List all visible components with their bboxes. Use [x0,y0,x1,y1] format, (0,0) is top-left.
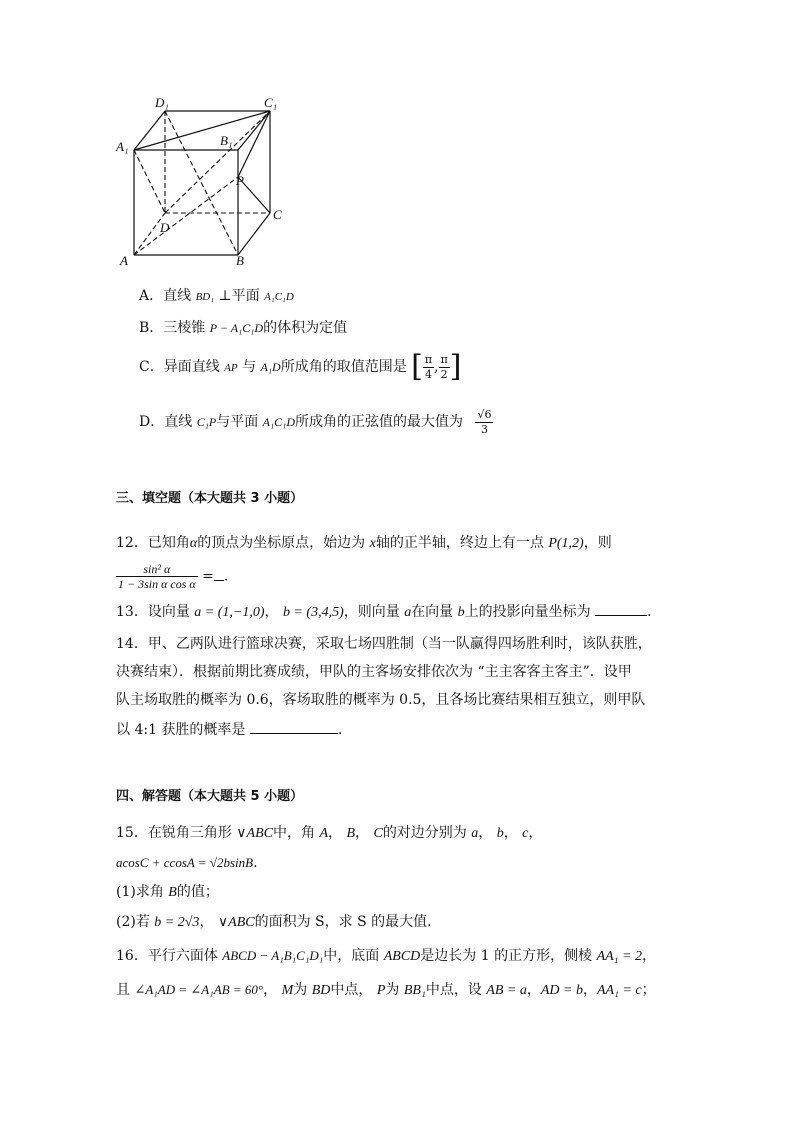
q15-part2-triangle: ∨ABC [217,915,255,930]
max-sine-den: 3 [480,422,488,436]
q16-text-j: 中点，设 [425,982,482,998]
q12-numerator: sin² α [116,562,198,577]
q16-vector-ad: AD = b [540,983,583,998]
q15-part2-comma: ， [199,914,214,930]
question-14-line4 [116,719,342,740]
option-c-math1: AP [224,362,238,374]
q16-edge: AA₁ = 2 [596,949,642,964]
q16-base: ABCD [383,949,421,964]
option-c-math2: A₁D [260,360,281,374]
label-D: D [160,220,170,235]
q15-part2-text-c: 的面积为 S，求 S 的最大值． [254,914,442,930]
q12-text-d: ，则 [583,535,612,551]
q12-end: . [223,568,229,585]
question-13 [116,601,652,623]
option-b [139,318,347,338]
q15-text-b: 中，角 [272,825,315,841]
q15-sep: ， [478,825,493,841]
label-C: C [273,207,282,222]
q13-comma: ， [264,604,279,620]
option-b-math: P − A₁C₁D [209,321,264,335]
q16-text-f: ， [263,982,278,998]
q12-answer-blank[interactable] [214,566,224,581]
q14-answer-blank[interactable] [250,719,338,734]
option-d-suffix: 所成角的正弦值的最大值为 [295,414,463,430]
q16-end: ； [641,982,656,998]
q15-part2-eq: b = 2√3 [154,915,200,930]
question-15-equation [116,853,258,873]
option-d-math1: C₁P [196,415,217,429]
q15-equation: acosC + ccosA = √2bsinB [116,855,254,870]
question-16-line1 [116,946,656,967]
label-B1: B₁ [220,133,233,148]
q15-part2-text-a: (2)若 [116,914,150,930]
range-high-den: 2 [440,367,448,381]
max-sine-num: √6 [477,407,492,421]
q13-answer-blank[interactable] [595,601,647,616]
q16-bd: BD [311,983,331,998]
q16-bb1: BB₁ [403,983,426,998]
q12-text-a: 12．已知角 [116,535,190,551]
q12-equals: = [202,568,214,585]
q13-vector-a: a = (1,−1,0) [194,605,265,620]
question-12 [116,533,612,554]
q12-text-c: 轴的正半轴，终边上有一点 [375,535,544,551]
q13-vector-b: b = (3,4,5) [282,605,344,620]
option-c: C．异面直线 AP 与 A₁D所成角的取值范围是 [ $\frac{\pi}{4}$ , $\frac{\pi}{2}$ ] [139,349,462,384]
q15-text-c: 的对边分别为 [382,825,467,841]
q15-sep: ， [503,825,518,841]
question-14-line2: 决赛结束）．根据前期比赛成绩，甲队的主客场安排依次为 “主主客客主客主”．设甲 [116,664,632,680]
q16-text-d: ， [641,948,656,964]
label-D1: D₁ [155,95,169,110]
q15-side-c: c [522,826,529,841]
option-a-mid: ⊥平面 [218,288,260,304]
range-low-num: π [424,352,433,366]
q15-dot: . [253,855,258,871]
range-low-den: 4 [424,367,432,381]
q16-point-p: P [376,983,386,998]
question-15-part1 [116,882,219,903]
q13-text-b: ，则向量 [343,604,400,620]
q16-text-a: 16．平行六面体 [116,948,218,964]
q13-text-d: 上的投影向量坐标为 [464,604,591,620]
question-16-line2: 且 ∠A₁AD = ∠A₁AB = 60°， M为 BD中点， P为 BB₁中点，设 AB = a，AD = b，AA₁ = c； [116,982,656,998]
question-14-line3: 队主场取胜的概率为 0.6，客场取胜的概率为 0.5，且各场比赛结果相互独立，则甲队 [116,692,646,708]
label-C1: C₁ [264,95,278,110]
q15-triangle: ∨ABC [236,826,273,841]
q12-point: P(1,2) [548,536,584,551]
section-3-title: 三、填空题（本大题共 3 小题） [116,491,304,506]
option-d [139,402,493,442]
q16-text-b: 中，底面 [323,948,380,964]
q15-text-a: 15．在锐角三角形 [116,825,232,841]
option-a [139,286,294,307]
label-A: A [120,253,128,268]
q12-alpha: α [189,536,198,551]
q15-part1-text-a: (1)求角 [116,884,164,900]
q16-text-c: 是边长为 1 的正方形，侧棱 [420,948,593,964]
q14-text: 以 4:1 获胜的概率是 [116,722,246,738]
q16-text-g: 为 [293,982,308,998]
q13-text-a: 13．设向量 [116,604,190,620]
option-a-prefix: A．直线 [139,288,192,304]
label-A1: A₁ [116,139,129,154]
q13-a: a [404,605,412,620]
q13-text-c: 在向量 [411,604,454,620]
section-4-title: 四、解答题（本大题共 5 小题） [116,789,304,804]
q12-text-b: 的顶点为坐标原点，始边为 [197,535,366,551]
q14-end: . [337,722,343,738]
question-15 [116,823,542,844]
range-high-num: π [440,352,448,366]
label-P: P [236,173,244,188]
q16-point-m: M [281,983,294,998]
q15-sep: ， [528,825,543,841]
option-c-prefix: C．异面直线 [139,359,220,375]
q16-text-h: 中点， [330,982,373,998]
option-b-suffix: 的体积为定值 [263,320,348,336]
q15-angle-a: A [319,826,328,841]
q13-b: b [457,605,465,620]
q15-sep: ， [328,825,342,841]
q15-side-a: a [471,826,479,841]
option-d-mid: 与平面 [216,414,259,430]
q15-part1-text-b: 的值； [176,884,219,900]
label-B: B [236,253,244,268]
option-c-suffix: 所成角的取值范围是 [280,359,407,375]
q16-vector-aa1: AA₁ = c [596,983,642,998]
option-d-prefix: D．直线 [139,414,193,430]
option-a-math1: BD₁ [195,291,215,303]
q12-denominator: 1 − 3sin α cos α [118,577,196,591]
q16-angles: ∠A₁AD = ∠A₁AB = 60° [134,982,264,997]
question-12-expr [116,562,228,591]
q16-text-e: 且 [116,982,130,998]
q12-x: x [369,536,376,551]
option-b-prefix: B．三棱锥 [139,320,206,336]
q16-vector-ab: AB = a [486,983,527,998]
option-d-math2: A₁C₁D [262,415,295,429]
q13-end: . [647,604,652,620]
q15-sep: ， [355,825,370,841]
question-14-line1: 14．甲、乙两队进行篮球决赛，采取七场四胜制（当一队赢得四场胜利时，该队获胜， [116,636,652,652]
q16-text-i: 为 [385,982,400,998]
q16-solid: ABCD − A₁B₁C₁D₁ [222,948,324,963]
cube-figure [110,95,290,270]
option-a-math2: A₁C₁D [264,291,294,303]
option-c-mid: 与 [242,359,257,375]
question-15-part2 [116,912,441,933]
q15-angle-c: C [373,826,383,841]
q15-part1-angle: B [168,885,177,900]
q15-side-b: b [496,826,504,841]
q15-angle-b: B [346,826,356,841]
